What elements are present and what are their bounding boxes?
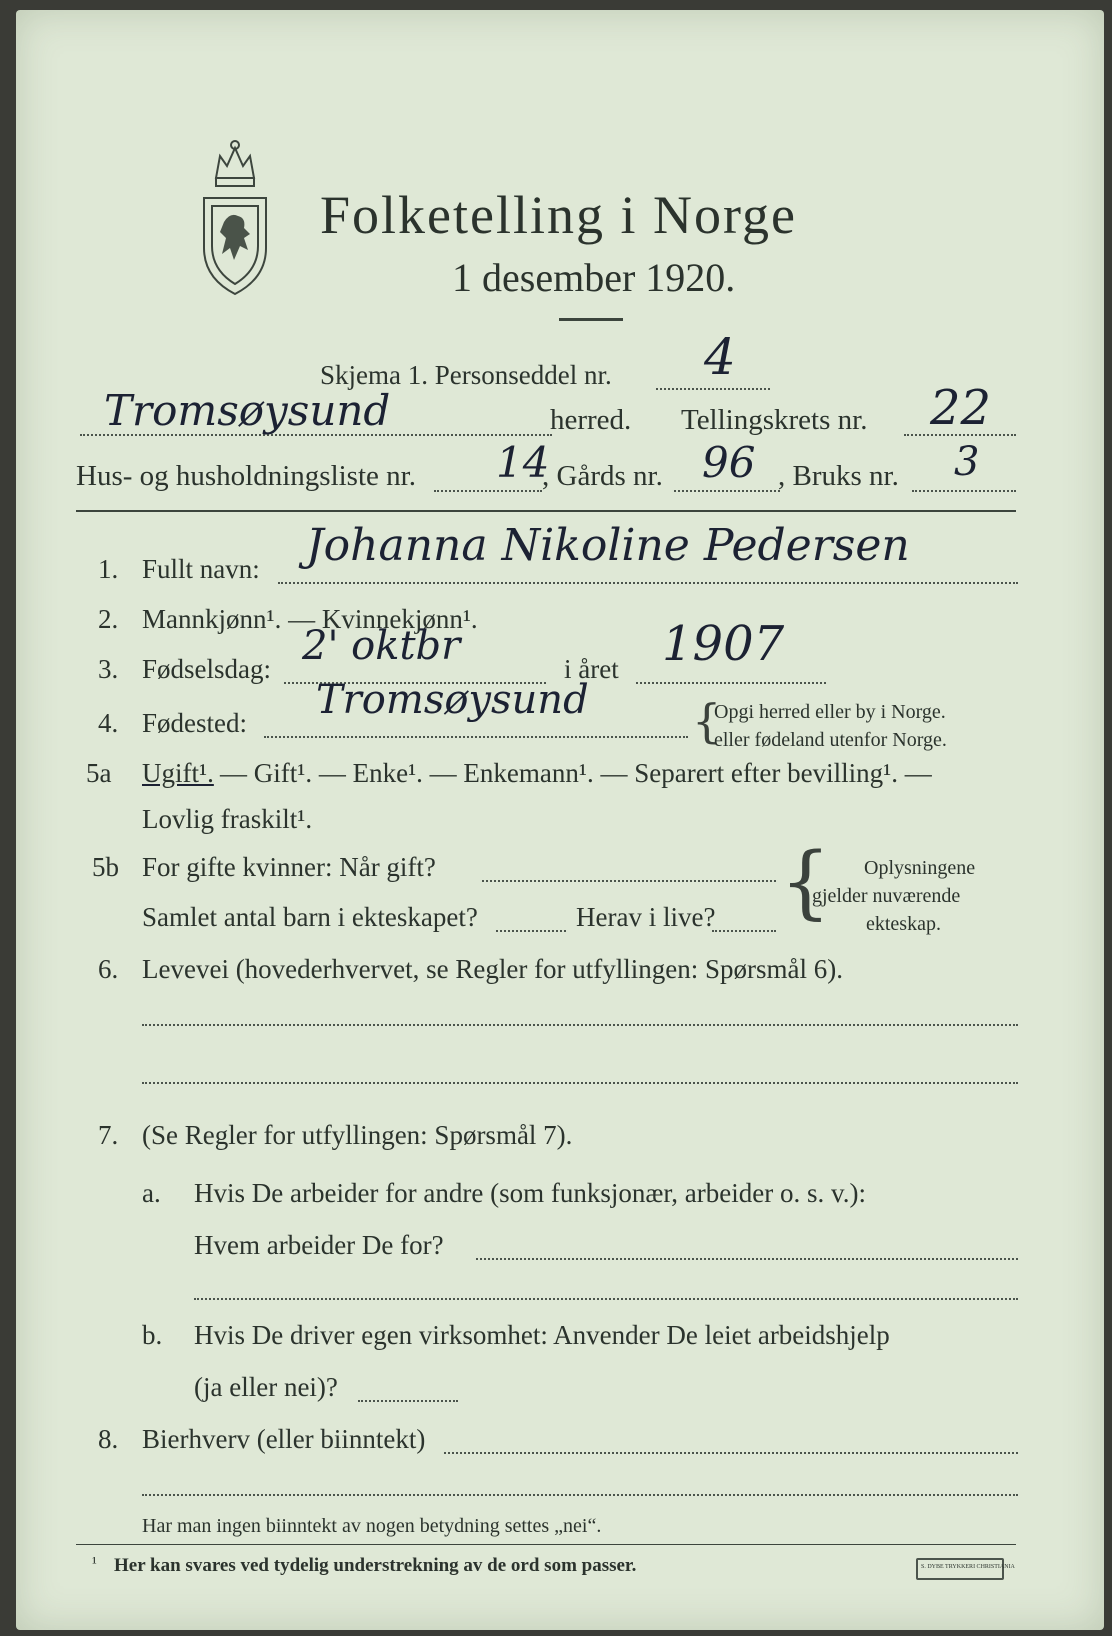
personseddel-field-line: [656, 388, 770, 390]
q5b-number: 5b: [92, 852, 119, 882]
skjema-label: Skjema 1. Personseddel nr.: [320, 360, 612, 390]
husholdningsliste-number[interactable]: 14: [496, 438, 550, 487]
personseddel-number[interactable]: 4: [704, 328, 736, 386]
q7b-letter: b.: [142, 1320, 163, 1350]
q5b-note-line2: gjelder nuværende: [812, 885, 961, 907]
q8-number: 8.: [98, 1424, 119, 1454]
q5a-number: 5a: [86, 758, 112, 788]
form-title: Folketelling i Norge: [320, 185, 797, 245]
tellingskrets-label: Tellingskrets nr.: [681, 404, 868, 436]
printer-stamp: [916, 1558, 1015, 1580]
census-form-sheet: [16, 10, 1104, 1630]
q4-note-line2: eller fødeland utenfor Norge.: [714, 729, 947, 751]
footnote-mark: ¹: [92, 1555, 97, 1572]
q5b-children-label: Samlet antal barn i ekteskapet?: [142, 902, 478, 932]
q3-birth-date[interactable]: 2' oktbr: [302, 623, 461, 669]
q4-note-line1: Opgi herred eller by i Norge.: [714, 701, 946, 723]
q4-note-brace: {: [692, 694, 722, 748]
q3-number: 3.: [98, 654, 119, 684]
q6-label: Levevei (hovederhvervet, se Regler for utfyllingen: Spørsmål 6).: [142, 954, 844, 984]
q7b-text: Hvis De driver egen virksomhet: Anvender De leiet arbeidshjelp: [194, 1320, 890, 1350]
q5b-alive-label: Herav i live?: [576, 902, 716, 932]
footnote-text: Her kan svares ved tydelig understrekning av de ord som passer.: [114, 1555, 637, 1576]
q2-number: 2.: [98, 604, 119, 634]
husholdningsliste-label: Hus- og husholdningsliste nr.: [76, 460, 416, 492]
q7a-question: Hvem arbeider De for?: [194, 1230, 444, 1260]
q4-label: Fødested:: [142, 708, 247, 738]
q3-year-field-line: [636, 682, 826, 684]
husholdningsliste-field-line: [434, 490, 542, 492]
q3-birth-year[interactable]: 1907: [662, 616, 785, 672]
footer-divider: [76, 1544, 1016, 1545]
printer-stamp-text: S. DYBE TRYKKERI CHRISTIANIA: [921, 1564, 1015, 1570]
q1-field-line: [278, 582, 1018, 584]
q8-label: Bierhverv (eller biinntekt): [142, 1424, 426, 1454]
q7a-text: Hvis De arbeider for andre (som funksjonær, arbeider o. s. v.):: [194, 1178, 866, 1208]
q3-year-label: i året: [564, 654, 619, 684]
q7a-field-line-2: [194, 1298, 1018, 1300]
tellingskrets-number[interactable]: 22: [930, 380, 992, 436]
gards-field-line: [674, 490, 780, 492]
q8-field-line-2: [142, 1494, 1018, 1496]
q7b-field-line: [358, 1400, 458, 1402]
q5b-label: For gifte kvinner: Når gift?: [142, 852, 436, 882]
q1-label: Fullt navn:: [142, 554, 260, 584]
q4-number: 4.: [98, 708, 119, 738]
gards-label: , Gårds nr.: [542, 460, 663, 492]
q5b-note-line3: ekteskap.: [866, 913, 941, 935]
q5a-lovlig-fraskilt: Lovlig fraskilt¹.: [142, 804, 313, 834]
q3-label: Fødselsdag:: [142, 654, 272, 684]
q1-number: 1.: [98, 554, 119, 584]
footer-note: Har man ingen biinntekt av nogen betydning settes „nei“.: [142, 1515, 602, 1537]
q4-birthplace[interactable]: Tromsøysund: [316, 677, 589, 723]
q6-field-line-2: [142, 1082, 1018, 1084]
q7-label: (Se Regler for utfyllingen: Spørsmål 7).: [142, 1120, 573, 1150]
q5b-married-field-line: [482, 880, 776, 882]
q8-field-line-1: [444, 1452, 1018, 1454]
q5b-children-field-line: [496, 930, 566, 932]
coat-of-arms-icon: [194, 138, 276, 298]
q7a-letter: a.: [142, 1178, 161, 1208]
q2-label: Mannkjønn¹. — Kvinnekjønn¹.: [142, 604, 478, 634]
q4-field-line: [264, 736, 688, 738]
gards-number[interactable]: 96: [702, 438, 756, 487]
q5b-note-line1: Oplysningene: [864, 857, 976, 879]
q5a-options: — Gift¹. — Enke¹. — Enkemann¹. — Separert efter bevilling¹. —: [220, 758, 932, 788]
q1-full-name[interactable]: Johanna Nikoline Pedersen: [306, 520, 910, 571]
bruks-field-line: [912, 490, 1016, 492]
title-divider: [559, 318, 623, 321]
herred-label: herred.: [550, 404, 632, 436]
q7a-field-line-1: [476, 1258, 1018, 1260]
q5b-alive-field-line: [712, 930, 776, 932]
q7b-question: (ja eller nei)?: [194, 1372, 338, 1402]
q5a-ugift-option[interactable]: Ugift¹.: [142, 758, 214, 788]
bruks-number[interactable]: 3: [954, 439, 980, 485]
q6-number: 6.: [98, 954, 119, 984]
bruks-label: , Bruks nr.: [778, 460, 899, 492]
form-date: 1 desember 1920.: [452, 255, 736, 300]
header-divider: [76, 510, 1016, 512]
q5b-note-brace: {: [780, 835, 831, 928]
q7-number: 7.: [98, 1120, 119, 1150]
herred-value[interactable]: Tromsøysund: [104, 386, 391, 435]
q6-field-line-1: [142, 1024, 1018, 1026]
